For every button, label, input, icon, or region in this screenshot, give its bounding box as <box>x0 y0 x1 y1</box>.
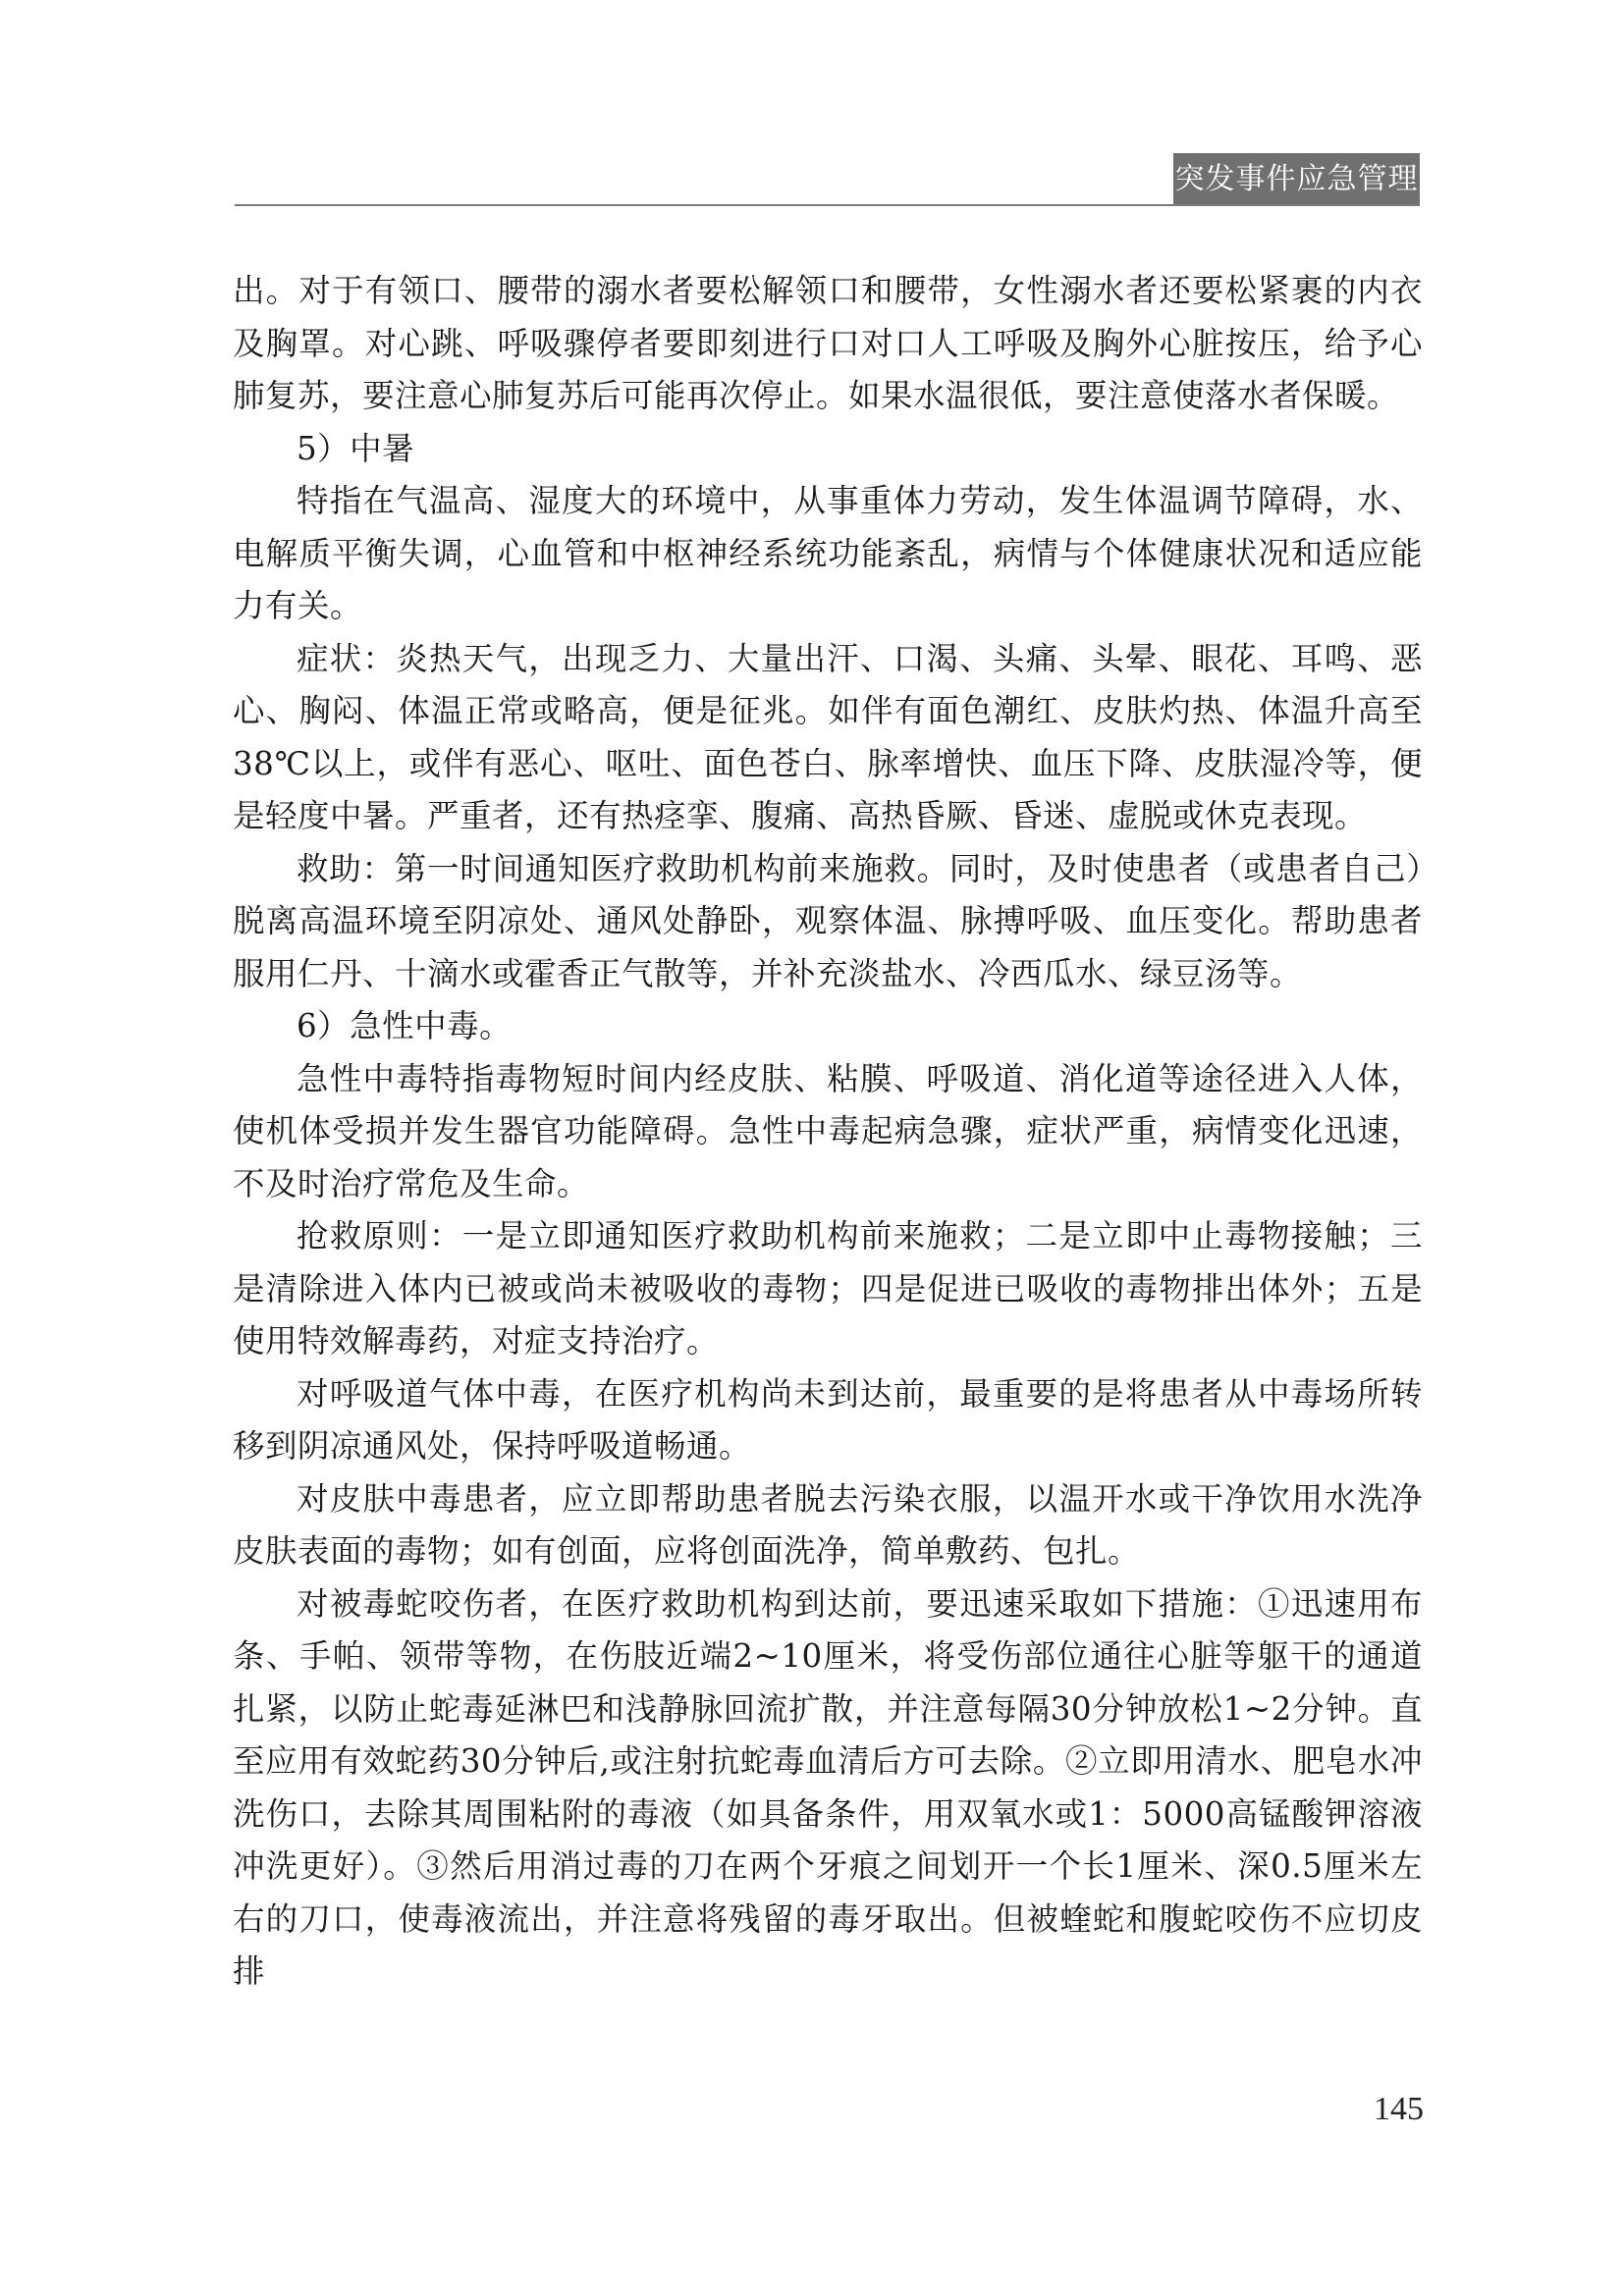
paragraph: 出。对于有领口、腰带的溺水者要松解领口和腰带，女性溺水者还要松紧裹的内衣及胸罩。对心跳、呼吸骤停者要即刻进行口对口人工呼吸及胸外心脏按压，给予心肺复苏，要注意心肺复苏后可能再次停止。如果水温很低，要注意使落水者保暖。 <box>233 272 1423 414</box>
paragraph: 特指在气温高、湿度大的环境中，从事重体力劳动，发生体温调节障碍，水、电解质平衡失调，心血管和中枢神经系统功能紊乱，病情与个体健康状况和适应能力有关。 <box>233 482 1423 624</box>
paragraph: 急性中毒特指毒物短时间内经皮肤、粘膜、呼吸道、消化道等途径进入人体，使机体受损并发生器官功能障碍。急性中毒起病急骤，症状严重，病情变化迅速，不及时治疗常危及生命。 <box>233 1059 1423 1202</box>
header-rule <box>235 204 1420 206</box>
page-number: 145 <box>1374 2091 1424 2127</box>
paragraph: 对被毒蛇咬伤者，在医疗救助机构到达前，要迅速采取如下措施：①迅速用布条、手帕、领带等物，在伤肢近端2~10厘米，将受伤部位通往心脏等躯干的通道扎紧，以防止蛇毒延淋巴和浅静脉回流扩散，并注意每隔30分钟放松1~2分钟。直至应用有效蛇药30分钟后,或注射抗蛇毒血清后方可去除。②立即用清水、肥皂水冲洗伤口，去除其周围粘附的毒液（如具备条件，用双氧水或1：5000高锰酸钾溶液冲洗更好）。③然后用消过毒的刀在两个牙痕之间划开一个长1厘米、深0.5厘米左右的刀口，使毒液流出，并注意将残留的毒牙取出。但被蝰蛇和腹蛇咬伤不应切皮排 <box>233 1584 1423 1990</box>
chapter-header-tab: 突发事件应急管理 <box>1173 153 1420 206</box>
body-text <box>233 265 1423 1999</box>
paragraph: 救助：第一时间通知医疗救助机构前来施救。同时，及时使患者（或患者自己）脱离高温环境至阴凉处、通风处静卧，观察体温、脉搏呼吸、血压变化。帮助患者服用仁丹、十滴水或霍香正气散等，并补充淡盐水、冷西瓜水、绿豆汤等。 <box>233 849 1423 992</box>
paragraph: 症状：炎热天气，出现乏力、大量出汗、口渴、头痛、头晕、眼花、耳鸣、恶心、胸闷、体温正常或略高，便是征兆。如伴有面色潮红、皮肤灼热、体温升高至38℃以上，或伴有恶心、呕吐、面色苍白、脉率增快、血压下降、皮肤湿冷等，便是轻度中暑。严重者，还有热痉挛、腹痛、高热昏厥、昏迷、虚脱或休克表现。 <box>233 639 1423 834</box>
paragraph: 对呼吸道气体中毒，在医疗机构尚未到达前，最重要的是将患者从中毒场所转移到阴凉通风处，保持呼吸道畅通。 <box>233 1374 1423 1465</box>
subsection-heading: 5）中暑 <box>297 429 415 467</box>
paragraph: 对皮肤中毒患者，应立即帮助患者脱去污染衣服，以温开水或干净饮用水洗净皮肤表面的毒物；如有创面，应将创面洗净，简单敷药、包扎。 <box>233 1479 1423 1570</box>
subsection-heading: 6）急性中毒。 <box>297 1007 513 1044</box>
paragraph: 抢救原则：一是立即通知医疗救助机构前来施救；二是立即中止毒物接触；三是清除进入体内已被或尚未被吸收的毒物；四是促进已吸收的毒物排出体外；五是使用特效解毒药，对症支持治疗。 <box>233 1217 1423 1360</box>
